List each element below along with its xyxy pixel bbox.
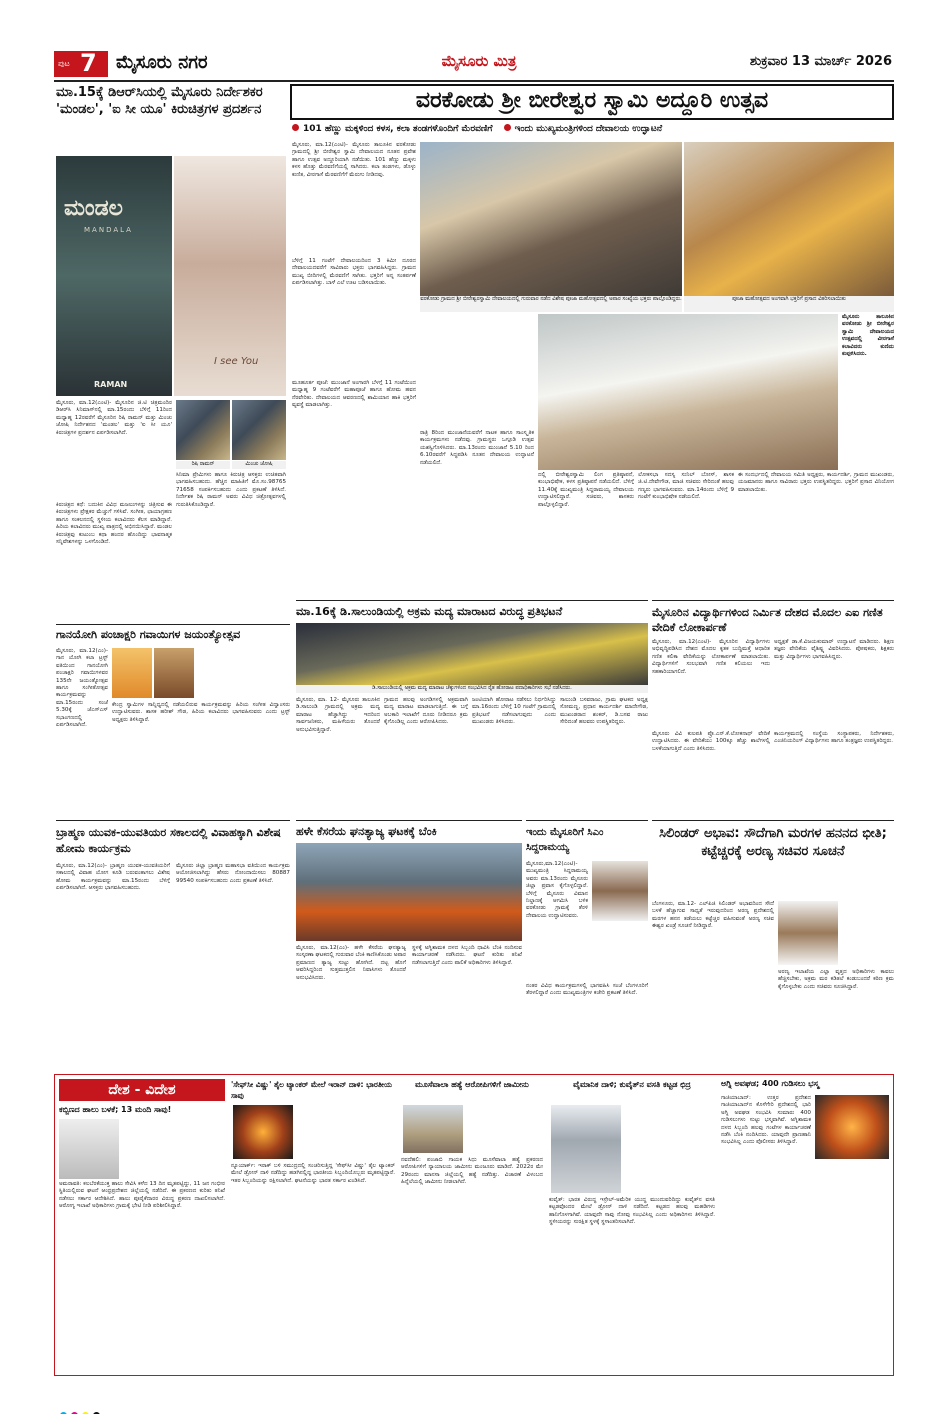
banner-body-7: ಈ ಸಂದರ್ಭದಲ್ಲಿ ದೇವಾಲಯ ಸಮಿತಿ ಅಧ್ಯಕ್ಷರು, ಕಾರ್ಯದರ್ಶಿ, ಗ್ರಾಮದ ಮುಖಂಡರು, ಯಜಮಾನರು ಹಾಗೂ ಸಾವಿರಾರು ಭಕ್ತರು ಉಪಸ್ಥಿತರಿದ್ದರು. ಭಕ್ತರಿಗೆ ಪ್ರಸಾದ ವಿನಿಯೋಗ ಮಾಡಲಾಯಿತು.	[738, 472, 894, 493]
poster2-title: I see You	[214, 356, 259, 367]
crowd-photo-caption: ವರಕೋಡು ಗ್ರಾಮದ ಶ್ರೀ ಬೀರೇಶ್ವರಸ್ವಾಮಿ ದೇವಾಲಯದಲ್ಲಿ ಗುರುವಾರ ನಡೆದ ವಿಶೇಷ ಪೂಜಾ ಮಹೋತ್ಸವದಲ್ಲಿ ಅಪಾರ ಸಂಖ್ಯೆಯ ಭಕ್ತರು ಪಾಲ್ಗೊಂಡಿದ್ದರು.	[420, 296, 682, 312]
cm-body-2: ನಂತರ ವಿವಿಧ ಕಾರ್ಯಕ್ರಮಗಳಲ್ಲಿ ಭಾಗವಹಿಸಿ ಸಂಜೆ ಬೆಂಗಳೂರಿಗೆ ತೆರಳಲಿದ್ದಾರೆ ಎಂದು ಮುಖ್ಯಮಂತ್ರಿಗಳ ಕಚೇರಿ ಪ್ರಕಟಣೆ ತಿಳಿಸಿದೆ.	[526, 983, 648, 997]
dance-photo	[538, 314, 838, 470]
banner-subheads	[292, 124, 894, 138]
film-body-2: ಸಿನಿಮಾ ಪ್ರೇಮಿಗಳು ಹಾಗೂ ಕಿರುಚಿತ್ರ ಆಸಕ್ತರು ಉಚಿತವಾಗಿ ಭಾಗವಹಿಸಬಹುದು. ಹೆಚ್ಚಿನ ಮಾಹಿತಿಗೆ ಮೊ.ಸಂ.98765 71658 ಸಂಪರ್ಕಿಸಬಹುದು ಎಂದು ಪ್ರಕಟಣೆ ತಿಳಿಸಿದೆ. ನಿರ್ದೇಶಕ ರಿಷಿ ರಾಮನ್ ಅವರು ವಿವಿಧ ಚಿತ್ರೋತ್ಸವಗಳಲ್ಲಿ ಗುರುತಿಸಿಕೊಂಡಿದ್ದಾರೆ.	[176, 472, 286, 508]
banner-body-3: ಮೂಹೂರ್ತ ಪೂಜೆ: ಮುಂಜಾನೆ ಅಂಗಾರಗಿ ಬೆಳಗ್ಗೆ 11 ಗಂಟೆಯಿಂದ ಮಧ್ಯಾಹ್ನ 9 ಗಂಟೆವರೆಗೆ ಮಹಾಪೂಜೆ ಹಾಗೂ ಹೋಮ ಹವನ ನೆರವೇರಿತು. ದೇವಾಲಯದ ಆವರಣದಲ್ಲಿ ಶಾಮಿಯಾನ ಹಾಕಿ ಭಕ್ತರಿಗೆ ವ್ಯವಸ್ಥೆ ಮಾಡಲಾಗಿತ್ತು.	[292, 380, 416, 409]
gavai-photo-1	[112, 648, 152, 698]
cylinder-headline: ಸಿಲಿಂಡರ್ ಅಭಾವ: ಸೌದೆಗಾಗಿ ಮರಗಳ ಹನನದ ಭೀತಿ; ಕಟ್ಟೆಚ್ಚರಕ್ಕೆ ಅರಣ್ಯ ಸಚಿವರ ಸೂಚನೆ	[659, 826, 887, 859]
date-line: ಶುಕ್ರವಾರ 13 ಮಾರ್ಚ್ 2026	[749, 54, 892, 69]
banner-body-6: ಲೋಕಸಭಾ ಸದಸ್ಯ ಸುನಿಲ್ ಬೋಸ್, ಶಾಸಕ ಜಿ.ಟಿ.ದೇವೇಗೌಡ, ಮಾಜಿ ಸಚಿವರು ಸೇರಿದಂತೆ ಹಲವು ಗಣ್ಯರು ಭಾಗವಹಿಸುವರು. ಮಾ.14ರಂದು ಬೆಳಿಗ್ಗೆ 9 ಗಂಟೆಗೆ ಕುಂಭಾಭಿಷೇಕ ನಡೆಯಲಿದೆ.	[638, 472, 734, 501]
photo-caption-1: ರಿಷಿ ರಾಮನ್	[176, 461, 230, 469]
film-body-1: ಮೈಸೂರು, ಮಾ.12(ಎಂಟಿ)- ಮೈಸೂರಿನ ಜಿ.ಟಿ ಚಿತ್ರಮಂದಿರ ಡಿಆರ್‌ಸಿ ಸಿನಿಮಾಸ್‌ನಲ್ಲಿ ಮಾ.15ರಂದು ಬೆಳಿಗ್ಗೆ 11ರಿಂದ ಮಧ್ಯಾಹ್ನ 12ರವರೆಗೆ ಮೈಸೂರಿನ ರಿಷಿ ರಾಮನ್ ಮತ್ತು ಮಿಂಚು ಜೋಷಿ ನಿರ್ದೇಶನದ 'ಮಂಡಲ' ಮತ್ತು 'ಐ ಸೀ ಯೂ' ಕಿರುಚಿತ್ರಗಳ ಪ್ರದರ್ಶನ ಏರ್ಪಡಿಸಲಾಗಿದೆ.	[56, 400, 172, 436]
registration-marks	[60, 1404, 890, 1414]
divider	[56, 624, 290, 625]
film-headline: ಮಾ.15ಕ್ಕೆ ಡಿಆರ್‌ಸಿಯಲ್ಲಿ ಮೈಸೂರು ನಿರ್ದೇಶಕರ 'ಮಂಡಲ', 'ಐ ಸೀ ಯೂ' ಕಿರುಚಿತ್ರಗಳ ಪ್ರದರ್ಶನ	[56, 85, 263, 117]
banner-body-2: ಬೆಳಿಗ್ಗೆ 11 ಗಂಟೆಗೆ ದೇವಾಲಯದಿಂದ 3 ಕಿಮೀ ದೂರದ ದೇವಾಲಯದವರೆಗೆ ಸಾವಿರಾರು ಭಕ್ತರು ಭಾಗವಹಿಸಿದ್ದರು. ಗ್ರಾಮದ ಮುಖ್ಯ ಬೀದಿಗಳಲ್ಲಿ ಮೆರವಣಿಗೆ ಸಾಗಿತು. ಭಕ್ತರಿಗೆ ಅನ್ನ ಸಂತರ್ಪಣೆ ಏರ್ಪಡಿಸಲಾಗಿತ್ತು. ಬಾಳೆ ಎಲೆ ಊಟ ಬಡಿಸಲಾಯಿತು.	[292, 258, 416, 287]
building-photo	[551, 1105, 621, 1193]
protest-article	[296, 600, 648, 816]
banner-body-5: ದಲ್ಲಿ ಬೀರೇಶ್ವರಸ್ವಾಮಿ ಲಿಂಗ ಪ್ರತಿಷ್ಠಾಪನೆ, ಕುಂಭಾಭಿಷೇಕ, ಕಳಸ ಪ್ರತಿಷ್ಠಾಪನೆ ನಡೆಯಲಿದೆ. ಬೆಳಿಗ್ಗೆ 11.40ಕ್ಕೆ ಮುಖ್ಯಮಂತ್ರಿ ಸಿದ್ದರಾಮಯ್ಯ ದೇವಾಲಯ ಉದ್ಘಾಟಿಸಲಿದ್ದಾರೆ. ಸಚಿವರು, ಶಾಸಕರು ಪಾಲ್ಗೊಳ್ಳಲಿದ್ದಾರೆ.	[538, 472, 634, 508]
bullet-icon	[292, 124, 299, 131]
slum-fire-photo	[815, 1095, 889, 1159]
fire-body-1: ಮೈಸೂರು, ಮಾ.12(ಎಂ)- ಹಳೇ ಕೆಸರೆಯ ಘನತ್ಯಾಜ್ಯ ಸಂಸ್ಕರಣಾ ಘಟಕದಲ್ಲಿ ಗುರುವಾರ ಬೆಂಕಿ ಕಾಣಿಸಿಕೊಂಡು ಅಪಾರ ಪ್ರಮಾಣದ ತ್ಯಾಜ್ಯ ಸುಟ್ಟು ಹೋಗಿದೆ. ದಟ್ಟ ಹೊಗೆ ಆವರಿಸಿದ್ದರಿಂದ ಸುತ್ತಮುತ್ತಲಿನ ನಿವಾಸಿಗಳು ತೊಂದರೆ ಅನುಭವಿಸಿದರು.	[296, 945, 406, 981]
page-number: 7	[80, 51, 97, 77]
prasada-photo-caption: ಪೂಜಾ ಮಹೋತ್ಸವದ ಅಂಗವಾಗಿ ಭಕ್ತರಿಗೆ ಪ್ರಸಾದ ವಿತರಿಸಲಾಯಿತು	[684, 296, 894, 312]
protest-headline: ಮಾ.16ಕ್ಕೆ ಡಿ.ಸಾಲುಂಡಿಯಲ್ಲಿ ಅಕ್ರಮ ಮದ್ಯ ಮಾರಾಟದ ವಿರುದ್ಧ ಪ್ರತಿಭಟನೆ	[296, 605, 563, 618]
world-section	[54, 1074, 894, 1376]
masthead	[54, 48, 894, 80]
math-article	[652, 600, 894, 816]
jayanthi-body-1: ಮೈಸೂರು, ಮಾ.12(ಎಂ)- ಗಾನ ಯೋಗಿ ಕಲಾ ಟ್ರಸ್ಟ್ ವತಿಯಿಂದ ಗಾನಯೋಗಿ ಪಂಚಾಕ್ಷರಿ ಗವಾಯಿಗಳವರ 135ನೇ ಜಯಂತ್ಯೋತ್ಸವ ಹಾಗೂ ಸಂಗೀತೋತ್ಸವ ಕಾರ್ಯಕ್ರಮವನ್ನು ಮಾ.15ರಂದು ಸಂಜೆ 5.30ಕ್ಕೆ ಜೆಎಸ್‌ಎಸ್ ಸಭಾಂಗಣದಲ್ಲಿ ಏರ್ಪಡಿಸಲಾಗಿದೆ.	[56, 648, 108, 729]
world-4-body: ಕುವೈತ್: ಭಾರತ ವಿರುದ್ಧ ಇಸ್ರೇಲ್-ಅಮೆರಿಕ ಯುದ್ಧ ಮುಂದುವರಿದಿದ್ದು ಕುವೈತ್‌ನ ವಸತಿ ಕಟ್ಟಡವೊಂದರ ಮೇಲೆ ಡ್ರೋನ್ ದಾಳಿ ನಡೆದಿದೆ. ಕಟ್ಟಡದ ಹಲವು ಮಹಡಿಗಳು ಹಾನಿಗೊಳಗಾಗಿವೆ. ಯಾವುದೇ ಸಾವು ನೋವು ಸಂಭವಿಸಿಲ್ಲ ಎಂದು ಅಧಿಕಾರಿಗಳು ತಿಳಿಸಿದ್ದಾರೆ. ಸ್ಥಳೀಯರನ್ನು ಸುರಕ್ಷಿತ ಸ್ಥಳಕ್ಕೆ ಸ್ಥಳಾಂತರಿಸಲಾಗಿದೆ.	[549, 1197, 715, 1226]
gavai-photo-2	[154, 648, 194, 698]
cyan-dot-icon	[60, 1412, 67, 1414]
poster-brand: RAMAN	[94, 380, 128, 389]
tanker-photo	[233, 1105, 293, 1159]
minchu-joshi-photo	[232, 400, 286, 460]
math-body-1: ಮೈಸೂರು, ಮಾ.12(ಎಂಟಿ)- ಮೈಸೂರಿನ ವಿದ್ಯಾರ್ಥಿಗಳು ಅಭಿವೃದ್ಧಿಪಡಿಸಿದ ದೇಶದ ಮೊದಲ ಕೃತಕ ಬುದ್ಧಿಮತ್ತೆ ಆಧಾರಿತ ಗಣಿತ ಕಲಿಕಾ ವೇದಿಕೆಯನ್ನು ಲೋಕಾರ್ಪಣೆ ಮಾಡಲಾಯಿತು. ವಿದ್ಯಾರ್ಥಿಗಳಿಗೆ ಸುಲಭವಾಗಿ ಗಣಿತ ಕಲಿಯಲು ಇದು ಸಹಕಾರಿಯಾಗಲಿದೆ.	[652, 639, 770, 675]
minister-photo	[778, 901, 838, 965]
protest-body-2: ಗ್ರಾಮದ ಹಲವು ಅಂಗಡಿಗಳಲ್ಲಿ ಅಕ್ರಮವಾಗಿ ಮದ್ಯ ಮಾರಾಟ ಮಾಡಲಾಗುತ್ತಿದೆ. ಈ ಬಗ್ಗೆ ಅಬಕಾರಿ ಇಲಾಖೆಗೆ ದೂರು ನೀಡಿದರೂ ಕ್ರಮ ಕೈಗೊಂಡಿಲ್ಲ ಎಂದು ಆರೋಪಿಸಿದರು.	[384, 697, 468, 726]
protest-body-3: ಜಂಟಿಯಾಗಿ ಹೋರಾಟ ನಡೆಸಲು ನಿರ್ಧರಿಸಿದ್ದು ಮಾ.16ರಂದು ಬೆಳಿಗ್ಗೆ 10 ಗಂಟೆಗೆ ಗ್ರಾಮದಲ್ಲಿ ಪ್ರತಿಭಟನೆ ನಡೆಸಲಾಗುವುದು ಎಂದು ಮುಖಂಡರು ತಿಳಿಸಿದರು.	[472, 697, 556, 726]
court-photo	[403, 1105, 463, 1153]
film-poster	[56, 156, 172, 396]
film-body-3: ಕಿರುಚಿತ್ರದ ಕಥೆ: ಬದುಕಿನ ವಿವಿಧ ಮಜಲುಗಳನ್ನು ಚಿತ್ರಿಸುವ ಈ ಕಿರುಚಿತ್ರಗಳು ಪ್ರೇಕ್ಷಕರ ಮೆಚ್ಚುಗೆ ಗಳಿಸಿವೆ. ಸಂಗೀತ, ಛಾಯಾಗ್ರಹಣ ಹಾಗೂ ಸಂಕಲನದಲ್ಲಿ ಸ್ಥಳೀಯ ಕಲಾವಿದರು ಕೆಲಸ ಮಾಡಿದ್ದಾರೆ. ಹಿರಿಯ ಕಲಾವಿದರು ಮುಖ್ಯ ಪಾತ್ರದಲ್ಲಿ ಅಭಿನಯಿಸಿದ್ದಾರೆ. ಮಂಡಲ ಕಿರುಚಿತ್ರವು ಕುಟುಂಬ ಕಥಾ ಹಂದರ ಹೊಂದಿದ್ದು ಭಾವನಾತ್ಮಕ ಸನ್ನಿವೇಶಗಳನ್ನು ಒಳಗೊಂಡಿದೆ.	[56, 502, 172, 546]
world-5-headline: ಅಗ್ನಿ ಅವಘಡ; 400 ಗುಡಿಸಲು ಭಸ್ಮ	[721, 1079, 819, 1088]
banner-side-caption: ಮೈಸೂರು ತಾಲೂಕಿನ ವರಕೋಡು ಶ್ರೀ ಬೀರೇಶ್ವರ ಸ್ವಾಮಿ ದೇವಾಲಯದ ಉತ್ಸವದಲ್ಲಿ ವೀರಗಾಸೆ ಕಲಾವಿದರು ಕುಣಿದು ಕುಪ್ಪಳಿಸಿದರು.	[842, 314, 894, 358]
bullet-icon	[504, 124, 511, 131]
cm-article	[526, 820, 648, 1070]
cylinder-body-2: ಅರಣ್ಯ ಇಲಾಖೆಯ ಎಲ್ಲಾ ವೃತ್ತದ ಅಧಿಕಾರಿಗಳು ಕಾವಲು ಹೆಚ್ಚಿಸಬೇಕು, ಅಕ್ರಮ ಮರ ಕಡಿತಲೆ ಕಂಡುಬಂದರೆ ಕಠಿಣ ಕ್ರಮ ಕೈಗೊಳ್ಳಬೇಕು ಎಂದು ಸಚಿವರು ಸೂಚಿಸಿದ್ದಾರೆ.	[778, 969, 894, 990]
film-article	[56, 84, 286, 622]
black-dot-icon	[93, 1412, 100, 1414]
homa-body-2: ಮೈಸೂರು ಜಿಲ್ಲಾ ಬ್ರಾಹ್ಮಣ ಮಹಾಸಭಾ ವತಿಯಿಂದ ಕಾರ್ಯಕ್ರಮ ಆಯೋಜಿಸಲಾಗಿದ್ದು ಹೆಸರು ನೋಂದಾಯಿಸಲು 80887 99540 ಸಂಪರ್ಕಿಸಬಹುದು ಎಂದು ಪ್ರಕಟಣೆ ತಿಳಿಸಿದೆ.	[176, 863, 290, 884]
math-headline: ಮೈಸೂರಿನ ವಿದ್ಯಾರ್ಥಿಗಳಿಂದ ನಿರ್ಮಿತ ದೇಶದ ಮೊದಲ ಎಐ ಗಣಿತ ವೇದಿಕೆ ಲೋಕಾರ್ಪಣೆ	[652, 606, 883, 634]
math-body-2: ಮೈಸೂರು ವಿವಿ ಕುಲಪತಿ ಪ್ರೊ.ಎನ್.ಕೆ.ಲೋಕನಾಥ್ ವೇದಿಕೆ ಉದ್ಘಾಟಿಸಿದರು. ಈ ವೇದಿಕೆಯು 100ಕ್ಕೂ ಹೆಚ್ಚು ಶಾಲೆಗಳಲ್ಲಿ ಬಳಕೆಯಾಗುತ್ತಿದೆ ಎಂದು ತಿಳಿಸಿದರು.	[652, 731, 770, 752]
protest-body-1: ಮೈಸೂರು, ಮಾ. 12- ಮೈಸೂರು ತಾಲೂಕಿನ ಡಿ.ಸಾಲುಂಡಿ ಗ್ರಾಮದಲ್ಲಿ ಅಕ್ರಮ ಮದ್ಯ ಮಾರಾಟ ಹೆಚ್ಚಾಗಿದ್ದು ಇದರಿಂದ ಸಾರ್ವಜನಿಕರು, ಮಹಿಳೆಯರು ತೊಂದರೆ ಅನುಭವಿಸುತ್ತಿದ್ದಾರೆ.	[296, 697, 380, 733]
math-body-3: ಅಧ್ಯಕ್ಷತೆ ಡಾ.ಕೆ.ವಿಜಯಕುಮಾರ್ ಉದ್ಘಾಟನೆ ಮಾಡಿದರು. ಶಿಕ್ಷಣ ತಜ್ಞರು ವೇದಿಕೆಯ ವೈಶಿಷ್ಟ್ಯ ವಿವರಿಸಿದರು. ಪೋಷಕರು, ಶಿಕ್ಷಕರು ಮತ್ತು ವಿದ್ಯಾರ್ಥಿಗಳು ಭಾಗವಹಿಸಿದ್ದರು.	[774, 639, 894, 660]
world-2-body: ನ್ಯೂಯಾರ್ಕ್: ಇರಾಕ್ ಬಳಿ ಸಮುದ್ರದಲ್ಲಿ ಸಂಚರಿಸುತ್ತಿದ್ದ 'ಸೇಫ್‌ಸೀ ವಿಷ್ಣು' ತೈಲ ಟ್ಯಾಂಕರ್ ಮೇಲೆ ಡ್ರೋನ್ ದಾಳಿ ನಡೆದಿದ್ದು ಹಡಗಿನಲ್ಲಿದ್ದ ಭಾರತೀಯ ಸಿಬ್ಬಂದಿಯೊಬ್ಬರು ಮೃತಪಟ್ಟಿದ್ದಾರೆ. ಇತರ ಸಿಬ್ಬಂದಿಯನ್ನು ರಕ್ಷಿಸಲಾಗಿದೆ. ಘಟನೆಯನ್ನು ಭಾರತ ಸರ್ಕಾರ ಖಂಡಿಸಿದೆ.	[231, 1163, 395, 1184]
paper-name: ಮೈಸೂರು ಮಿತ್ರ	[441, 52, 517, 70]
jayanthi-headline: ಗಾನಯೋಗಿ ಪಂಚಾಕ್ಷರಿ ಗವಾಯಿಗಳ ಜಯಂತ್ಯೋತ್ಸವ	[56, 628, 241, 641]
milk-photo	[59, 1119, 119, 1179]
world-1-body: ಅಮರಾವತಿ: ಕಲಬೆರಕೆಯುಕ್ತ ಹಾಲು ಸೇವಿಸಿ ಕಳೆದ 13 ದಿನ ಮೃತಪಟ್ಟಿದ್ದು, 11 ಜನ ಗಂಭೀರ ಸ್ಥಿತಿಯಲ್ಲಿರುವ ಘಟನೆ ಆಂಧ್ರಪ್ರದೇಶದ ಜಿಲ್ಲೆಯಲ್ಲಿ ನಡೆದಿದೆ. ಈ ಪ್ರಕರಣದ ಕುರಿತು ತನಿಖೆ ನಡೆಸಲು ಸರ್ಕಾರ ಆದೇಶಿಸಿದೆ. ಹಾಲು ಪೂರೈಕೆದಾರರ ವಿರುದ್ಧ ಪ್ರಕರಣ ದಾಖಲಿಸಲಾಗಿದೆ. ಆರೋಗ್ಯ ಇಲಾಖೆ ಅಧಿಕಾರಿಗಳು ಗ್ರಾಮಕ್ಕೆ ಭೇಟಿ ನೀಡಿ ಪರಿಶೀಲಿಸಿದ್ದಾರೆ.	[59, 1181, 225, 1210]
banner-body-4: ರಾತ್ರಿ 8ರಿಂದ ಮುಂಜಾನೆಯವರೆಗೆ ನಾಟಕ ಹಾಗೂ ಸಾಂಸ್ಕೃತಿಕ ಕಾರ್ಯಕ್ರಮಗಳು ನಡೆದವು. ಗ್ರಾಮಸ್ಥರು ಒಗ್ಗೂಡಿ ಉತ್ಸವ ಯಶಸ್ವಿಗೊಳಿಸಿದರು. ಮಾ.13ರಂದು ಮುಂಜಾನೆ 5.10 ರಿಂದ 6.10ರವರೆಗೆ ಸಿದ್ಧಪಡಿಸಿ ನೂತನ ದೇವಾಲಯ ಉದ್ಘಾಟನೆ ನಡೆಯಲಿದೆ.	[420, 430, 534, 466]
section-title: ಮೈಸೂರು ನಗರ	[116, 52, 208, 73]
protest-photo	[296, 623, 648, 685]
math-body-4: ಕಾರ್ಯಕ್ರಮದಲ್ಲಿ ಸಂಸ್ಥೆಯ ಸಂಸ್ಥಾಪಕರು, ನಿರ್ದೇಶಕರು, ಎಂಜಿನಿಯರಿಂಗ್ ವಿದ್ಯಾರ್ಥಿಗಳು ಹಾಗೂ ತಂತ್ರಜ್ಞರು ಉಪಸ್ಥಿತರಿದ್ದರು.	[774, 731, 894, 745]
world-1-headline: ಕಬ್ಬಿಣದ ಹಾಲು ಬಳಕೆ; 13 ಮಂದಿ ಸಾವು!	[59, 1105, 172, 1114]
fire-photo	[296, 843, 522, 941]
banner-sub-2: ಇಂದು ಮುಖ್ಯಮಂತ್ರಿಗಳಿಂದ ದೇವಾಲಯ ಉದ್ಘಾಟನೆ	[514, 124, 663, 134]
protest-photo-caption: ಡಿ.ಸಾಲುಂಡಿಯಲ್ಲಿ ಅಕ್ರಮ ಮದ್ಯ ಮಾರಾಟ ಚೆಕ್ಕುಗಳಿಂದ ಸಂಭವಿಸಿದ ರೈತ ಹೋರಾಟ ಪದಾಧಿಕಾರಿಗಳು ಸಭೆ ನಡೆಸಿದರು.	[296, 685, 648, 693]
poster-subtitle: MANDALA	[84, 226, 133, 234]
jayanthi-body-2: ಕೇಂದ್ರ ಸ್ವಾಮಿಗಳ ಸಾನ್ನಿಧ್ಯದಲ್ಲಿ ನಡೆಯಲಿರುವ ಕಾರ್ಯಕ್ರಮವನ್ನು ಹಿರಿಯ ಸಂಗೀತ ವಿದ್ವಾಂಸರು ಉದ್ಘಾಟಿಸುವರು. ಶಾಸಕ ಹರೀಶ್ ಗೌಡ, ಹಿರಿಯ ಕಲಾವಿದರು ಭಾಗವಹಿಸುವರು ಎಂದು ಟ್ರಸ್ಟ್ ಅಧ್ಯಕ್ಷರು ತಿಳಿಸಿದ್ದಾರೆ.	[112, 702, 290, 723]
fire-headline: ಹಳೇ ಕೆಸರೆಯ ಘನತ್ಯಾಜ್ಯ ಘಟಕಕ್ಕೆ ಬೆಂಕಿ	[296, 825, 437, 838]
cylinder-article	[652, 820, 894, 1070]
world-3-headline: ಮೂಸೆವಾಲಾ ಹತ್ಯೆ ಆರೋಪಿಗಳಿಗೆ ಜಾಮೀನು	[415, 1080, 529, 1089]
prasada-photo	[684, 142, 894, 296]
crowd-photo	[420, 142, 682, 296]
fire-article	[296, 820, 522, 1070]
jayanthi-article	[56, 628, 290, 818]
page-label: ಪುಟ	[58, 59, 70, 68]
fire-body-2: ಸ್ಥಳಕ್ಕೆ ಅಗ್ನಿಶಾಮಕ ದಳದ ಸಿಬ್ಬಂದಿ ಧಾವಿಸಿ ಬೆಂಕಿ ನಂದಿಸುವ ಕಾರ್ಯಾಚರಣೆ ನಡೆಸಿದರು. ಘಟನೆ ಕುರಿತು ತನಿಖೆ ನಡೆಸಲಾಗುತ್ತಿದೆ ಎಂದು ಪಾಲಿಕೆ ಅಧಿಕಾರಿಗಳು ತಿಳಿಸಿದ್ದಾರೆ.	[412, 945, 522, 966]
cm-headline: ಇಂದು ಮೈಸೂರಿಗೆ ಸಿಎಂ ಸಿದ್ದರಾಮಯ್ಯ	[526, 827, 604, 853]
homa-article	[56, 820, 290, 1070]
cm-photo	[592, 861, 648, 921]
homa-headline: ಬ್ರಾಹ್ಮಣ ಯುವಕ-ಯುವತಿಯರ ಸಕಾಲದಲ್ಲಿ ವಿವಾಹಕ್ಕಾಗಿ ವಿಶೇಷ ಹೋಮ ಕಾರ್ಯಕ್ರಮ	[56, 826, 281, 855]
protest-body-4: ಸಾಲುಂಡಿ ಬಸವರಾಜು, ಗ್ರಾಮ ಘಟಕದ ಅಧ್ಯಕ್ಷ ಸೋಮಣ್ಣ, ಪ್ರಧಾನ ಕಾರ್ಯದರ್ಶಿ ಮಾದೇಗೌಡ, ಮುಖಂಡರಾದ ಶಂಕರ್, ಡಿ.ಬಸವ ರಾಜು ಸೇರಿದಂತೆ ಹಲವರು ಉಪಸ್ಥಿತರಿದ್ದರು.	[560, 697, 648, 726]
world-section-label: ದೇಶ - ವಿದೇಶ	[59, 1079, 225, 1101]
banner-sub-1: 101 ಹೆಣ್ಣು ಮಕ್ಕಳಿಂದ ಕಳಸ, ಕಲಾ ತಂಡಗಳೊಂದಿಗೆ ಮೆರವಣಿಗೆ	[303, 124, 493, 134]
yellow-dot-icon	[82, 1412, 89, 1414]
cm-body-1: ಮೈಸೂರು,ಮಾ.12(ಎಂಟಿ)- ಮುಖ್ಯಮಂತ್ರಿ ಸಿದ್ದರಾಮಯ್ಯ ಅವರು ಮಾ.13ರಂದು ಮೈಸೂರು ಜಿಲ್ಲಾ ಪ್ರವಾಸ ಕೈಗೊಳ್ಳಲಿದ್ದಾರೆ. ಬೆಳಿಗ್ಗೆ ಮೈಸೂರು ವಿಮಾನ ನಿಲ್ದಾಣಕ್ಕೆ ಆಗಮಿಸಿ ಬಳಿಕ ವರಕೋಡು ಗ್ರಾಮಕ್ಕೆ ತೆರಳಿ ದೇವಾಲಯ ಉದ್ಘಾಟಿಸುವರು.	[526, 861, 588, 919]
banner-body-1: ಮೈಸೂರು, ಮಾ.12(ಎಂಟಿ)- ಮೈಸೂರು ತಾಲೂಕಿನ ವರಕೋಡು ಗ್ರಾಮದಲ್ಲಿ ಶ್ರೀ ಬೀರೇಶ್ವರ ಸ್ವಾಮಿ ದೇವಾಲಯದ ನೂತನ ಪ್ರವೇಶ ಹಾಗೂ ಉತ್ಸವ ಅದ್ದೂರಿಯಾಗಿ ನಡೆಯಿತು. 101 ಹೆಣ್ಣು ಮಕ್ಕಳು ಕಳಸ ಹೊತ್ತು ಮೆರವಣಿಗೆಯಲ್ಲಿ ಸಾಗಿದರು. ಕಲಾ ತಂಡಗಳು, ಡೊಳ್ಳು ಕುಣಿತ, ವೀರಗಾಸೆ ಮೆರವಣಿಗೆಗೆ ಮೆರುಗು ನೀಡಿದವು.	[292, 142, 416, 178]
banner-headline: ವರಕೋಡು ಶ್ರೀ ಬೀರೇಶ್ವರ ಸ್ವಾಮಿ ಅದ್ದೂರಿ ಉತ್ಸವ	[415, 88, 769, 113]
rishi-raman-photo	[176, 400, 230, 460]
film-poster-2	[174, 156, 286, 396]
world-2-headline: 'ಸೇಫ್‌ಸೀ ವಿಷ್ಣು' ತೈಲ ಟ್ಯಾಂಕರ್ ಮೇಲೆ ಇರಾನ್ ದಾಳಿ: ಭಾರತೀಯ ಸಾವು	[231, 1080, 393, 1100]
photo-caption-2: ಮಿಂಚು ಜೋಷಿ	[232, 461, 286, 469]
banner-title-box	[290, 84, 894, 120]
world-4-headline: ವೈಮಾನಿಕ ದಾಳಿ; ಕುವೈತ್‌ನ ವಸತಿ ಕಟ್ಟಡ ಛಿದ್ರ	[573, 1080, 691, 1089]
magenta-dot-icon	[71, 1412, 78, 1414]
cylinder-body-1: ಬೆಂಗಳೂರು, ಮಾ.12- ಎಲ್‌ಪಿಜಿ ಸಿಲಿಂಡರ್ ಅಭಾವದಿಂದ ಸೌದೆ ಬಳಕೆ ಹೆಚ್ಚಾಗುವ ಸಾಧ್ಯತೆ ಇರುವುದರಿಂದ ಅರಣ್ಯ ಪ್ರದೇಶದಲ್ಲಿ ಮರಗಳ ಹನನ ತಡೆಯಲು ಕಟ್ಟೆಚ್ಚರ ವಹಿಸುವಂತೆ ಅರಣ್ಯ ಸಚಿವ ಈಶ್ವರ ಖಂಡ್ರೆ ಸೂಚನೆ ನೀಡಿದ್ದಾರೆ.	[652, 901, 774, 930]
world-3-body: ನವದೆಹಲಿ: ಪಂಜಾಬಿ ಗಾಯಕ ಸಿಧು ಮೂಸೆವಾಲಾ ಹತ್ಯೆ ಪ್ರಕರಣದ ಆರೋಪಿಗಳಿಗೆ ನ್ಯಾಯಾಲಯ ಜಾಮೀನು ಮಂಜೂರು ಮಾಡಿದೆ. 2022ರ ಮೇ 29ರಂದು ಮಾನಸಾ ಜಿಲ್ಲೆಯಲ್ಲಿ ಹತ್ಯೆ ನಡೆದಿತ್ತು. ವಿಚಾರಣೆ ವಿಳಂಬದ ಹಿನ್ನೆಲೆಯಲ್ಲಿ ಜಾಮೀನು ನೀಡಲಾಗಿದೆ.	[401, 1157, 543, 1186]
homa-body-1: ಮೈಸೂರು, ಮಾ.12(ಎಂ)- ಬ್ರಾಹ್ಮಣ ಯುವಕ-ಯುವತಿಯರಿಗೆ ಸಕಾಲದಲ್ಲಿ ವಿವಾಹ ಯೋಗ ಕೂಡಿ ಬರುವಂತಾಗಲು ವಿಶೇಷ ಹೋಮ ಕಾರ್ಯಕ್ರಮವನ್ನು ಮಾ.15ರಂದು ಬೆಳಿಗ್ಗೆ ಏರ್ಪಡಿಸಲಾಗಿದೆ. ಆಸಕ್ತರು ಭಾಗವಹಿಸಬಹುದು.	[56, 863, 170, 892]
world-5-body: ಗಾಜಿಯಾಬಾದ್: ಉತ್ತರ ಪ್ರದೇಶದ ಗಾಜಿಯಾಬಾದ್‌ನ ಕೊಳೆಗೇರಿ ಪ್ರದೇಶದಲ್ಲಿ ಭಾರಿ ಅಗ್ನಿ ಅವಘಡ ಸಂಭವಿಸಿ ಸುಮಾರು 400 ಗುಡಿಸಲುಗಳು ಸುಟ್ಟು ಭಸ್ಮವಾಗಿವೆ. ಅಗ್ನಿಶಾಮಕ ದಳದ ಸಿಬ್ಬಂದಿ ಹಲವು ಗಂಟೆಗಳ ಕಾರ್ಯಾಚರಣೆ ನಡೆಸಿ ಬೆಂಕಿ ನಂದಿಸಿದರು. ಯಾವುದೇ ಪ್ರಾಣಹಾನಿ ಸಂಭವಿಸಿಲ್ಲ ಎಂದು ಪೊಲೀಸರು ತಿಳಿಸಿದ್ದಾರೆ.	[721, 1095, 811, 1146]
poster-title: ಮಂಡಲ	[64, 196, 123, 221]
masthead-rule	[54, 80, 894, 82]
page-number-box	[54, 51, 108, 77]
